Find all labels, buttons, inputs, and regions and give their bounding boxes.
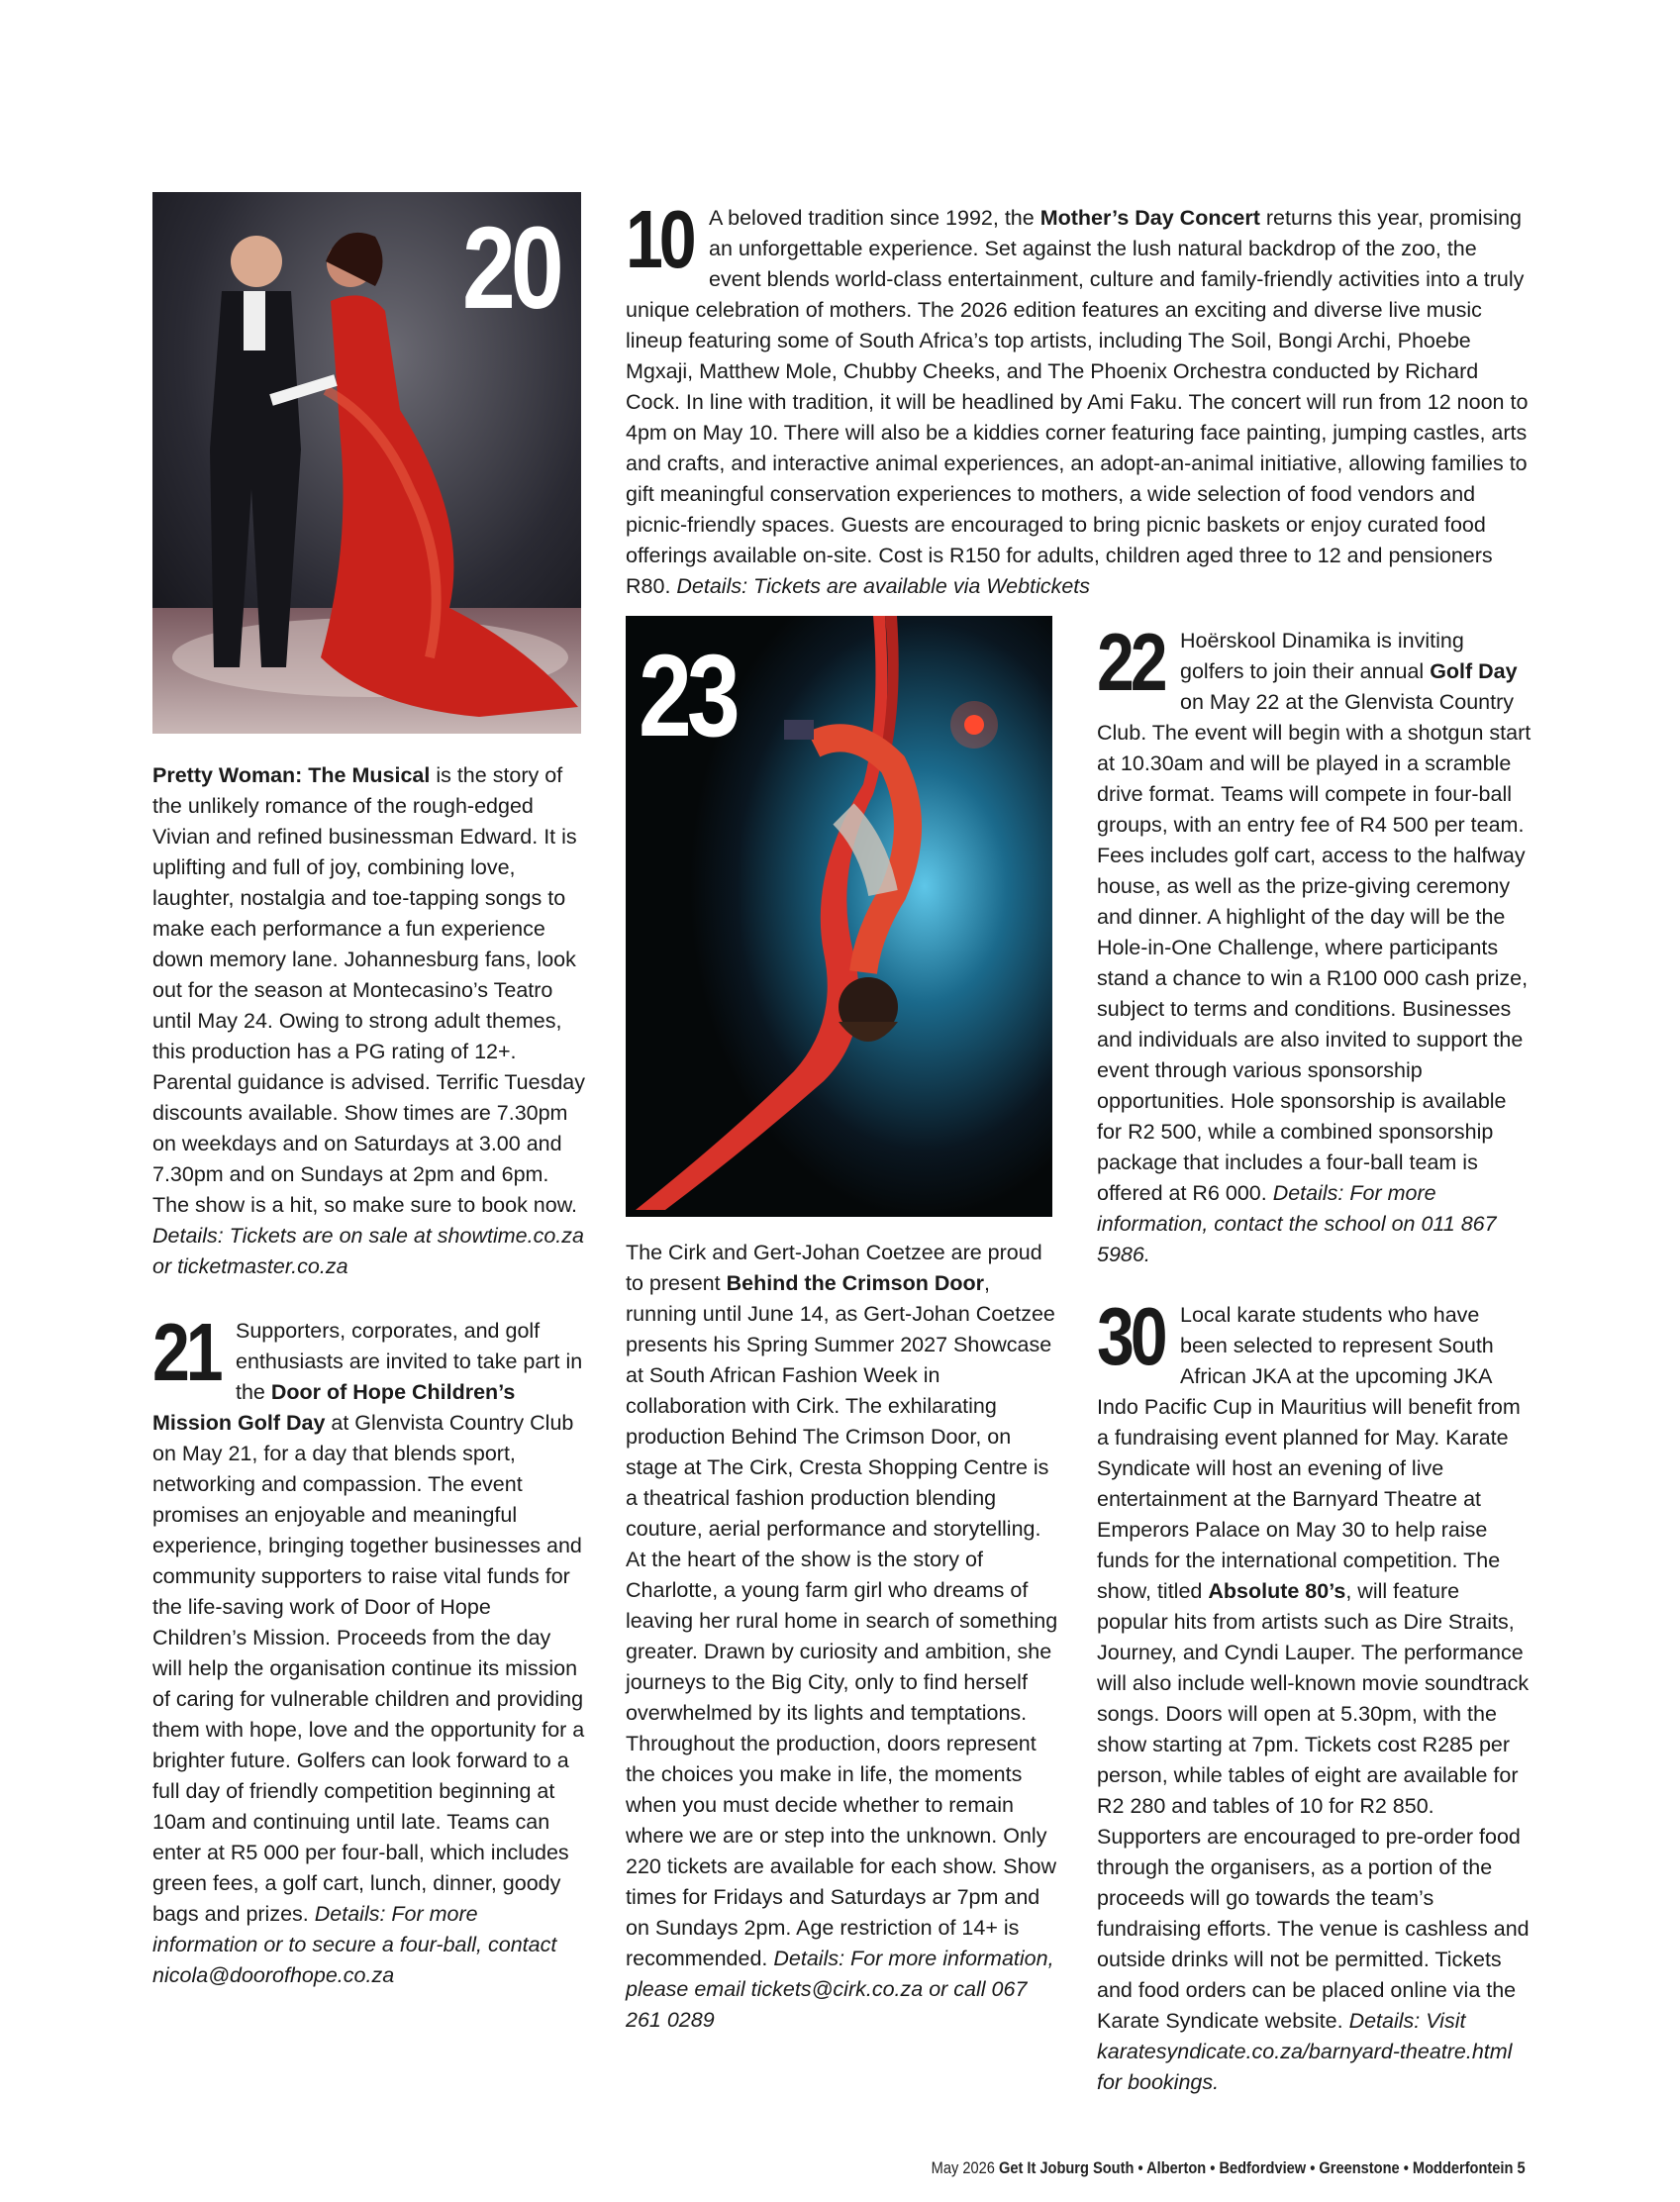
article-body: on May 22 at the Glenvista Country Club. The event will begin with a shotgun start at 10.30am and will be played in a scramble drive format. Teams will compete in four-ball groups, with an entry fee of R4 500 per team. Fees includes golf cart, access to the halfway house, as well as the prize-giving ceremony and dinner. A highlight of the day will be the Hole-in-One Challenge, where participants stand a chance to win a R100 000 cash prize, subject to terms and conditions. Businesses and individuals are also invited to support the event through various sponsorship opportunities. Hole sponsorship is available for R2 500, while a combined sponsorship package that includes a four-ball team is offered at R6 000.: [1097, 690, 1532, 1205]
article-intro: Local karate students who have been selected to represent South African JKA at the upcoming JKA Indo Pacific Cup in Mauritius will benefit from a fundraising event planned for May. Karate Syndicate will host an evening of live entertainment at the Barnyard Theatre at Emperors Palace on May 30 to help raise funds for the international competition. The show, titled: [1097, 1303, 1521, 1603]
column-left: [152, 760, 586, 1991]
article-title: Pretty Woman: The Musical: [152, 763, 431, 787]
pretty-woman-photo: [152, 192, 581, 734]
article-details: Details: For more information, contact the school on 011 867 5986.: [1097, 1181, 1497, 1266]
article-body: returns this year, promising an unforgettable experience. Set against the lush natural backdrop of the zoo, the event blends world-class entertainment, culture and family-friendly activities into a truly unique celebration of mothers. The 2026 edition features an exciting and diverse live music lineup featuring some of South Africa’s top artists, including The Soil, Bongi Archi, Phoebe Mgxaji, Matthew Mole, Chubby Cheeks, and The Phoenix Orchestra conducted by Richard Cock. In line with tradition, it will be headlined by Ami Faku. The concert will run from 12 noon to 4pm on May 10. There will also be a kiddies corner featuring face painting, jumping castles, arts and crafts, and interactive animal experiences, an adopt-an-animal initiative, allowing families to gift meaningful conservation experiences to mothers, a wide selection of food vendors and picnic-friendly spaces. Guests are encouraged to bring picnic baskets or enjoy curated food offerings available on-site. Cost is R150 for adults, children aged three to 12 and pensioners R80.: [626, 206, 1529, 598]
article-crimson-door: [626, 1238, 1059, 2036]
article-details: Details: Tickets are on sale at showtime.co.za or ticketmaster.co.za: [152, 1224, 584, 1278]
article-mothers-day: [626, 193, 1532, 602]
article-title: Door of Hope Children’s Mission Golf Day: [152, 1380, 516, 1435]
article-body: is the story of the unlikely romance of the rough-edged Vivian and refined businessman Edward. It is uplifting and full of joy, combining love, laughter, nostalgia and toe-tapping songs to make each performance a fun experience down memory lane. Johannesburg fans, look out for the season at Montecasino’s Teatro until May 24. Owing to strong adult themes, this production has a PG rating of 12+. Parental guidance is advised. Terrific Tuesday discounts available. Show times are 7.30pm on weekdays and on Saturdays at 3.00 and 7.30pm and on Sundays at 2pm and 6pm. The show is a hit, so make sure to book now.: [152, 763, 586, 1217]
article-details: Details: For more information, please email tickets@cirk.co.za or call 067 261 0289: [626, 1947, 1054, 2032]
article-pretty-woman: [152, 760, 586, 1282]
article-title: Behind the Crimson Door: [726, 1271, 984, 1295]
drop-number-30: 30: [1097, 1290, 1164, 1382]
drop-number-22: 22: [1097, 616, 1164, 708]
article-karate: [1097, 1290, 1532, 2098]
drop-number-10: 10: [626, 193, 693, 285]
article-title: Mother’s Day Concert: [1039, 206, 1260, 230]
article-details: Details: For more information or to secure a four-ball, contact nicola@doorofhope.co.za: [152, 1902, 557, 1987]
article-body: at Glenvista Country Club on May 21, for a day that blends sport, networking and compassion. The event promises an enjoyable and meaningful experience, bringing together businesses and community supporters to raise vital funds for the life-saving work of Door of Hope Children’s Mission. Proceeds from the day will help the organisation continue its mission of caring for vulnerable children and providing them with hope, love and the opportunity for a brighter future. Golfers can look forward to a full day of friendly competition beginning at 10am and continuing until late. Teams can enter at R5 000 per four-ball, which includes green fees, a golf cart, lunch, dinner, goody bags and prizes.: [152, 1411, 585, 1926]
article-golf-dinamika: [1097, 616, 1532, 1270]
page-footer: [932, 2158, 1526, 2178]
footer-publication: Get It Joburg South • Alberton • Bedfordview • Greenstone • Modderfontein 5: [999, 2158, 1526, 2177]
article-title: Absolute 80’s: [1208, 1579, 1346, 1603]
article-details: Details: Visit karatesyndicate.co.za/barnyard-theatre.html for bookings.: [1097, 2009, 1513, 2094]
article-intro: Hoërskool Dinamika is inviting golfers to join their annual: [1180, 629, 1464, 683]
article-body: , running until June 14, as Gert-Johan Coetzee presents his Spring Summer 2027 Showcase at South African Fashion Week in collaboration with Cirk. The exhilarating production Behind The Crimson Door, on stage at The Cirk, Cresta Shopping Centre is a theatrical fashion production blending couture, aerial performance and storytelling. At the heart of the show is the story of Charlotte, a young farm girl who dreams of leaving her rural home in search of something greater. Drawn by curiosity and ambition, she journeys to the Big City, only to find herself overwhelmed by its lights and temptations. Throughout the production, doors represent the choices you make in life, the moments when you must decide whether to remain where we are or step into the unknown. Only 220 tickets are available for each show. Show times for Fridays and Saturdays ar 7pm and on Sundays 2pm. Age restriction of 14+ is recommended.: [626, 1271, 1058, 1970]
aerial-performer-photo: [626, 616, 1052, 1217]
article-intro: Supporters, corporates, and golf enthusiasts are invited to take part in the: [236, 1319, 583, 1404]
column-right: [1097, 616, 1532, 2098]
article-intro: The Cirk and Gert-Johan Coetzee are proud to present: [626, 1241, 1042, 1295]
footer-date: May 2026: [932, 2158, 996, 2177]
drop-number-21: 21: [152, 1306, 220, 1398]
column-middle: [626, 1238, 1059, 2036]
article-title: Golf Day: [1430, 659, 1518, 683]
article-intro: A beloved tradition since 1992, the: [709, 206, 1040, 230]
article-golf-door-of-hope: [152, 1306, 586, 1991]
article-body: , will feature popular hits from artists such as Dire Straits, Journey, and Cyndi Lauper. The performance will also include well-known movie soundtrack songs. Doors will open at 5.30pm, with the show starting at 7pm. Tickets cost R285 per person, while tables of eight are available for R2 280 and tables of 10 for R2 850. Supporters are encouraged to pre-order food through the organisers, as a portion of the proceeds will go towards the team’s fundraising efforts. The venue is cashless and outside drinks will not be permitted. Tickets and food orders can be placed online via the Karate Syndicate website.: [1097, 1579, 1530, 2033]
item-number-23: 23: [639, 631, 736, 761]
item-number-20: 20: [462, 203, 559, 334]
article-details: Details: Tickets are available via Webtickets: [676, 574, 1091, 598]
